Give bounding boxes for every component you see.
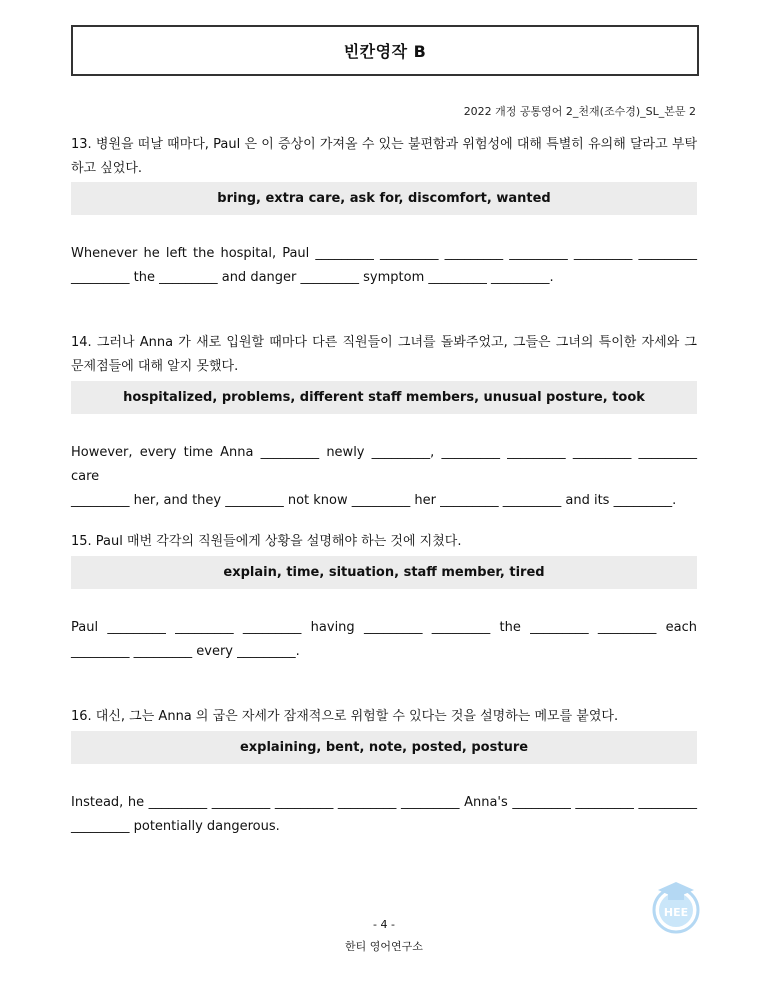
answer-line: _________ _________ every _________. bbox=[71, 644, 300, 659]
footer-org: 한티 영어연구소 bbox=[345, 940, 423, 953]
question-14-hint: hospitalized, problems, different staff members, unusual posture, took bbox=[71, 381, 697, 414]
answer-line: _________ the _________ and danger _________ symptom _________ _________. bbox=[71, 270, 554, 285]
answer-line: _________ potentially dangerous. bbox=[71, 819, 280, 834]
answer-line: Instead, he _________ _________ _________ _________ _________ Anna's _________ _________ _________ bbox=[71, 795, 697, 810]
title-box bbox=[71, 25, 699, 76]
question-15-prompt: 15. Paul 매번 각각의 직원들에게 상황을 설명해야 하는 것에 지쳤다. bbox=[71, 534, 462, 549]
question-13-hint: bring, extra care, ask for, discomfort, wanted bbox=[71, 182, 697, 215]
question-16-answer bbox=[71, 791, 697, 839]
logo-text: HEE bbox=[663, 906, 689, 919]
answer-line: _________ her, and they _________ not know _________ her _________ _________ and its _________. bbox=[71, 493, 677, 508]
question-13-prompt: 13. 병원을 떠날 때마다, Paul 은 이 증상이 가져올 수 있는 불편함과 위험성에 대해 특별히 유의해 달라고 부탁하고 싶었다. bbox=[71, 137, 697, 176]
answer-line: However, every time Anna _________ newly _________, _________ _________ _________ _________ care bbox=[71, 445, 697, 484]
answer-line: Paul _________ _________ _________ having _________ _________ the _________ _________ each bbox=[71, 620, 697, 635]
question-16-prompt: 16. 대신, 그는 Anna 의 굽은 자세가 잠재적으로 위험할 수 있다는 것을 설명하는 메모를 붙였다. bbox=[71, 709, 619, 724]
question-16-hint: explaining, bent, note, posted, posture bbox=[71, 731, 697, 764]
source-label: 2022 개정 공통영어 2_천재(조수경)_SL_본문 2 bbox=[463, 105, 696, 118]
question-15-hint: explain, time, situation, staff member, tired bbox=[71, 556, 697, 589]
page-number: - 4 - bbox=[373, 918, 395, 931]
answer-line: Whenever he left the hospital, Paul _________ _________ _________ _________ _________ _________ bbox=[71, 246, 697, 261]
page-title: 빈칸영작 B bbox=[343, 42, 427, 61]
question-15-answer bbox=[71, 616, 697, 664]
question-14-prompt: 14. 그러나 Anna 가 새로 입원할 때마다 다른 직원들이 그녀를 돌봐주었고, 그들은 그녀의 특이한 자세와 그 문제점들에 대해 알지 못했다. bbox=[71, 335, 697, 374]
question-14-answer bbox=[71, 441, 697, 513]
question-13-answer bbox=[71, 242, 697, 290]
